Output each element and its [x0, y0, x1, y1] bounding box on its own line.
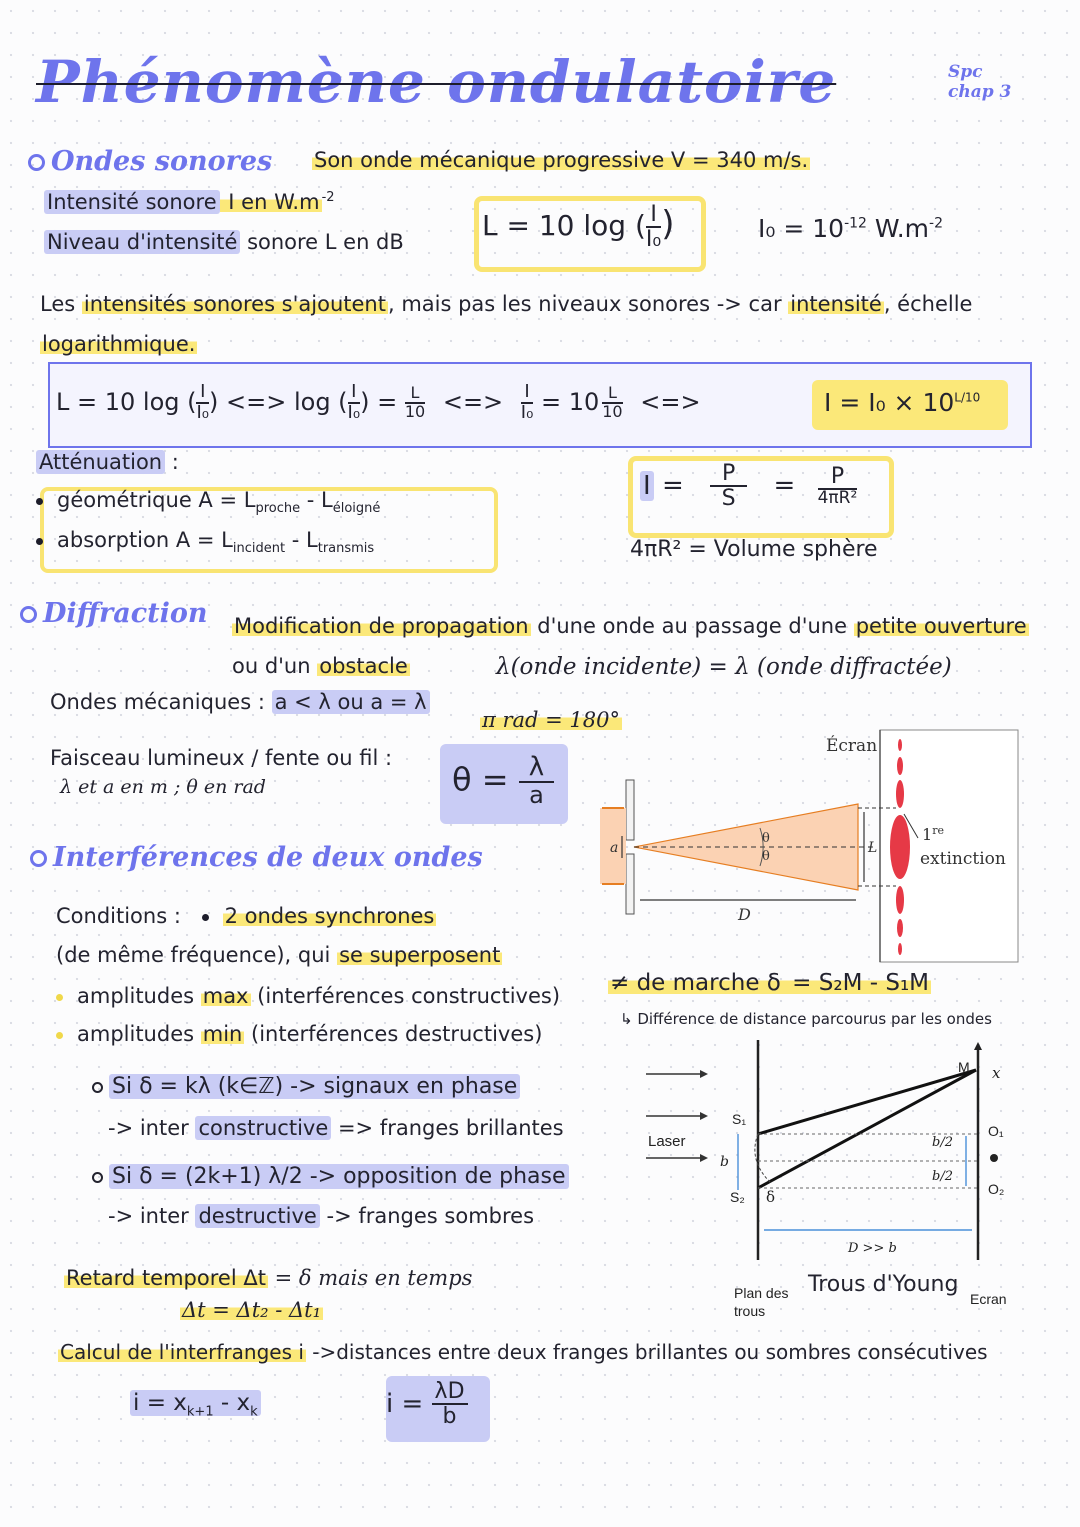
fig-x-arrowhead	[974, 1042, 982, 1050]
si-2-res-b: -> franges sombres	[319, 1204, 535, 1228]
add-hl-1: intensités sonores s'ajoutent	[83, 292, 386, 316]
si-2-res-a: -> inter	[108, 1204, 196, 1228]
formula-I-frac1	[710, 462, 747, 510]
intensite-line	[44, 190, 335, 214]
marche-line	[608, 970, 931, 996]
intensite-label: Intensité sonore	[44, 190, 220, 214]
formula-I-4pr: 4πR²	[817, 487, 858, 508]
att-2-a: absorption A = L	[57, 528, 233, 552]
chain-frac-1-num: I	[196, 383, 209, 404]
amp-min	[56, 1022, 542, 1046]
chain-frac-2-den: I₀	[347, 401, 361, 423]
fig-O2-label: O₂	[988, 1181, 1005, 1197]
formula-I-lhs: I	[640, 471, 654, 501]
i-formula-2-num: λD	[432, 1380, 468, 1405]
i-formula-2-lhs: i =	[386, 1388, 424, 1419]
cond-2-a: (de même fréquence), qui	[56, 943, 338, 967]
niveau-label: Niveau d'intensité	[44, 230, 240, 254]
chain-frac-4	[521, 383, 534, 423]
fig-ecran-label: Écran	[826, 736, 878, 756]
si-1	[92, 1074, 520, 1099]
chain-frac-5-num: L	[602, 385, 622, 404]
si-bullet-icon	[92, 1172, 103, 1183]
bullet-dot-icon	[36, 538, 43, 545]
amp-min-hl: min	[202, 1022, 243, 1046]
theta-formula	[452, 754, 554, 808]
meca-line	[50, 690, 430, 714]
calc-line	[58, 1340, 988, 1364]
fig-fringe	[896, 780, 904, 808]
meca-label: Ondes mécaniques :	[50, 690, 272, 714]
theta-den: a	[529, 781, 544, 810]
section-bullet-icon	[30, 850, 47, 867]
fig-fringe	[896, 886, 904, 914]
i-formula-2	[382, 1380, 468, 1428]
formula-L-left: L = 10 log (	[482, 209, 646, 243]
formula-L	[482, 203, 674, 251]
i0-exp: -12	[844, 215, 867, 232]
fig-b-label: b	[720, 1154, 729, 1170]
cond-line-1	[56, 904, 436, 928]
niveau-line	[44, 230, 404, 254]
amp-max-a: amplitudes	[77, 984, 201, 1008]
chapter-tag-line1: Spc	[948, 62, 983, 82]
chain-result	[824, 388, 980, 417]
bullet-dot-icon	[202, 914, 209, 921]
fig-b2a-label: b/2	[932, 1135, 953, 1150]
intensite-rest: I en W.m	[221, 190, 320, 214]
chain-5: = 10	[540, 387, 600, 416]
att-2-b: - L	[285, 528, 318, 552]
theta-num: λ	[519, 754, 554, 783]
fig-ext-label-2: extinction	[920, 849, 1006, 869]
chain-4: <=>	[442, 387, 504, 416]
i0-unit-exp: -2	[929, 215, 944, 232]
i-formula-1	[130, 1390, 261, 1420]
si-1-res-hl: constructive	[195, 1116, 331, 1140]
formula-I-eq2: =	[773, 470, 796, 501]
chain-frac-5	[602, 385, 622, 421]
amp-min-b: (interférences destructives)	[244, 1022, 543, 1046]
fig-x-label: x	[992, 1064, 1001, 1082]
fig-arrowhead	[700, 1154, 708, 1162]
diffraction-figure	[600, 728, 1025, 966]
amp-max	[56, 984, 560, 1008]
fig-slit-top	[626, 780, 634, 840]
att-1-sub2: éloigné	[332, 501, 381, 517]
meca-cond: a < λ ou a = λ	[272, 690, 430, 714]
fig-theta-label-1: θ	[762, 831, 770, 846]
lambda-eq: λ(onde incidente) = λ (onde diffractée)	[496, 654, 952, 680]
chain-frac-3-num: L	[405, 385, 425, 404]
fig-arrowhead	[700, 1070, 708, 1078]
marche-rest: = S₂M - S₁M	[784, 970, 930, 996]
att-2-sub1: incident	[232, 541, 286, 557]
i-formula-2-frac	[432, 1380, 468, 1428]
chain-2: ) <=> log (	[209, 387, 348, 416]
calc-rest: ->distances entre deux franges brillantes ou sombres consécutives	[305, 1340, 988, 1364]
cond-label: Conditions :	[56, 904, 188, 928]
chain-1: L = 10 log (	[56, 387, 197, 416]
retard-line	[64, 1266, 472, 1290]
fig-ray-1	[758, 1070, 976, 1134]
chapter-tag	[948, 62, 1011, 102]
att-item-1	[36, 488, 380, 516]
chain-frac-1-den: I₀	[196, 401, 210, 423]
retard-rest: = δ mais en temps	[267, 1266, 473, 1290]
cond-hl: 2 ondes synchrones	[224, 904, 435, 928]
chain-3: ) =	[360, 387, 398, 416]
formula-I-S: S	[721, 486, 736, 512]
diff-def-1-rest: d'une onde au passage d'une	[530, 614, 854, 638]
diff-def-2-a: ou d'un	[232, 654, 318, 678]
fig-L-label: L	[868, 840, 878, 856]
marche-note: ↳ Différence de distance parcourus par les ondes	[620, 1010, 992, 1028]
pi-rad-text: π rad = 180°	[482, 708, 621, 732]
i-formula-1-a: i = x	[133, 1390, 187, 1416]
cond-2-hl: se superposent	[339, 943, 501, 967]
retard-hl: Retard temporel Δt	[66, 1266, 266, 1290]
formula-I	[640, 462, 857, 510]
formula-L-num: I	[646, 203, 661, 228]
att-1-a: géométrique A = L	[57, 488, 256, 512]
fig-D-label: D	[738, 905, 751, 924]
fig-ecran-label: Ecran	[970, 1291, 1007, 1307]
chain-frac-3-den: 10	[404, 401, 426, 421]
att-item-2	[36, 528, 374, 556]
fig-slit-bottom	[626, 854, 634, 914]
fig-O1-label: O₁	[988, 1123, 1004, 1139]
young-caption: Trous d'Young	[808, 1272, 959, 1297]
fig-fringe	[898, 943, 902, 955]
chain-frac-2	[348, 383, 361, 423]
fig-S2-label: S₂	[730, 1189, 745, 1205]
amp-max-hl: max	[202, 984, 249, 1008]
fig-b2b-label: b/2	[932, 1169, 953, 1184]
section-bullet-icon	[20, 606, 37, 623]
si-1-res-b: => franges brillantes	[331, 1116, 564, 1140]
add-hl-2: intensité	[790, 292, 882, 316]
chain-frac-4-num: I	[521, 383, 534, 404]
section-bullet-icon	[28, 154, 45, 171]
bullet-dot-icon	[56, 994, 63, 1001]
i-formula-2-den: b	[442, 1404, 457, 1430]
fig-fringe	[897, 757, 903, 775]
fig-M-label: M	[958, 1059, 970, 1075]
page-title	[36, 48, 836, 116]
bullet-dot-icon	[56, 1032, 63, 1039]
fig-S1-label: S₁	[732, 1111, 747, 1127]
chain-6: <=>	[640, 387, 701, 416]
chain-frac-1	[196, 383, 209, 423]
volume-note: 4πR² = Volume sphère	[630, 537, 878, 562]
faisceau-1: Faisceau lumineux / fente ou fil :	[50, 746, 393, 770]
diff-def-1	[232, 614, 1029, 638]
attenuation-title-text: Atténuation	[36, 450, 165, 474]
att-1-b: - L	[300, 488, 333, 512]
marche-hl: ≠ de marche δ	[610, 970, 781, 996]
i0-unit: W.m	[866, 214, 930, 243]
cond-line-2	[56, 943, 502, 967]
son-intro	[312, 148, 810, 172]
si-2-res	[108, 1204, 534, 1228]
intensite-exp: -2	[321, 190, 335, 205]
section-heading: Diffraction	[43, 598, 208, 629]
i-formula-1-sub2: k	[250, 1404, 258, 1420]
fig-a-label: a	[610, 840, 619, 856]
fig-delta-label: δ	[766, 1188, 776, 1206]
formula-I-P2: P	[818, 465, 858, 490]
section-ondes-sonores	[28, 146, 272, 177]
formula-L-den: I₀	[645, 227, 662, 253]
fig-fringe	[898, 739, 902, 751]
amp-max-b: (interférences constructives)	[250, 984, 561, 1008]
i0-formula	[758, 214, 943, 243]
fig-plan-label: Plan des	[734, 1285, 789, 1301]
chain-result-text: I = I₀ × 10	[824, 388, 955, 417]
formula-L-right: )	[661, 204, 675, 245]
chain-frac-2-num: I	[348, 383, 361, 404]
fig-fringe-center	[890, 815, 910, 879]
addition-note	[40, 284, 972, 364]
add-text-2: , mais pas les niveaux sonores -> car	[387, 292, 789, 316]
niveau-rest: sonore L en dB	[240, 230, 404, 254]
theta-lhs: θ =	[452, 760, 509, 799]
faisceau-2: λ et a en m ; θ en rad	[60, 776, 266, 798]
diff-def-2-hl: obstacle	[319, 654, 408, 678]
att-1-sub1: proche	[255, 501, 301, 517]
fig-theta-label-2: θ	[762, 849, 770, 864]
fig-trous-label: trous	[734, 1303, 766, 1319]
retard-2	[180, 1298, 323, 1322]
si-1-res	[108, 1116, 564, 1140]
section-interferences	[30, 842, 483, 873]
fig-Dgb-label: D >> b	[848, 1241, 897, 1256]
si-2	[92, 1164, 569, 1189]
si-1-res-a: -> inter	[108, 1116, 196, 1140]
att-2-sub2: transmis	[317, 541, 375, 557]
chain-frac-4-den: I₀	[520, 401, 534, 423]
si-bullet-icon	[92, 1082, 103, 1093]
add-hl-3: logarithmique.	[42, 332, 196, 356]
retard-2-text: Δt = Δt₂ - Δt₁	[182, 1298, 322, 1322]
formula-I-frac2	[818, 465, 858, 508]
i-formula-1-sub1: k+1	[186, 1404, 214, 1420]
fig-fringe	[897, 919, 903, 937]
chapter-tag-line2: chap 3	[948, 82, 1012, 102]
fig-ext-sup: re	[932, 824, 944, 837]
formula-I-eq: =	[661, 470, 684, 501]
attenuation-title: Atténuation :	[36, 450, 179, 474]
si-1-text: Si δ = kλ (k∈ℤ) -> signaux en phase	[109, 1074, 520, 1099]
diff-def-1-hl2: petite ouverture	[855, 614, 1027, 638]
fig-arrowhead	[700, 1112, 708, 1120]
si-2-res-hl: destructive	[195, 1204, 319, 1228]
i-formula-1-box	[130, 1390, 261, 1420]
si-2-text: Si δ = (2k+1) λ/2 -> opposition de phase	[109, 1164, 569, 1189]
formula-I-P: P	[710, 462, 747, 487]
theta-frac	[519, 754, 554, 808]
fig-laser-label: Laser	[648, 1133, 686, 1150]
page-title-text: Phénomène ondulatoire	[36, 48, 837, 116]
amp-min-a: amplitudes	[77, 1022, 201, 1046]
formula-L-frac	[646, 203, 661, 251]
bullet-dot-icon	[36, 498, 43, 505]
section-heading: Ondes sonores	[51, 146, 273, 177]
chain-frac-3	[405, 385, 425, 421]
add-text-3: , échelle	[883, 292, 973, 316]
calc-hl: Calcul de l'interfranges i	[60, 1340, 304, 1364]
i0-text: I₀ = 10	[758, 214, 845, 243]
chain-result-exp: L/10	[954, 390, 981, 405]
i-formula-1-b: - x	[213, 1390, 251, 1416]
diff-def-1-hl: Modification de propagation	[234, 614, 529, 638]
section-heading: Interférences de deux ondes	[53, 842, 483, 873]
add-text-1: Les	[40, 292, 82, 316]
diff-def-2	[232, 654, 410, 678]
chain-formula	[56, 383, 711, 423]
section-diffraction	[20, 598, 208, 629]
chain-frac-5-den: 10	[602, 401, 623, 421]
son-intro-text: Son onde mécanique progressive V = 340 m/s.	[314, 148, 809, 172]
fig-ext-num: 1	[922, 825, 933, 844]
